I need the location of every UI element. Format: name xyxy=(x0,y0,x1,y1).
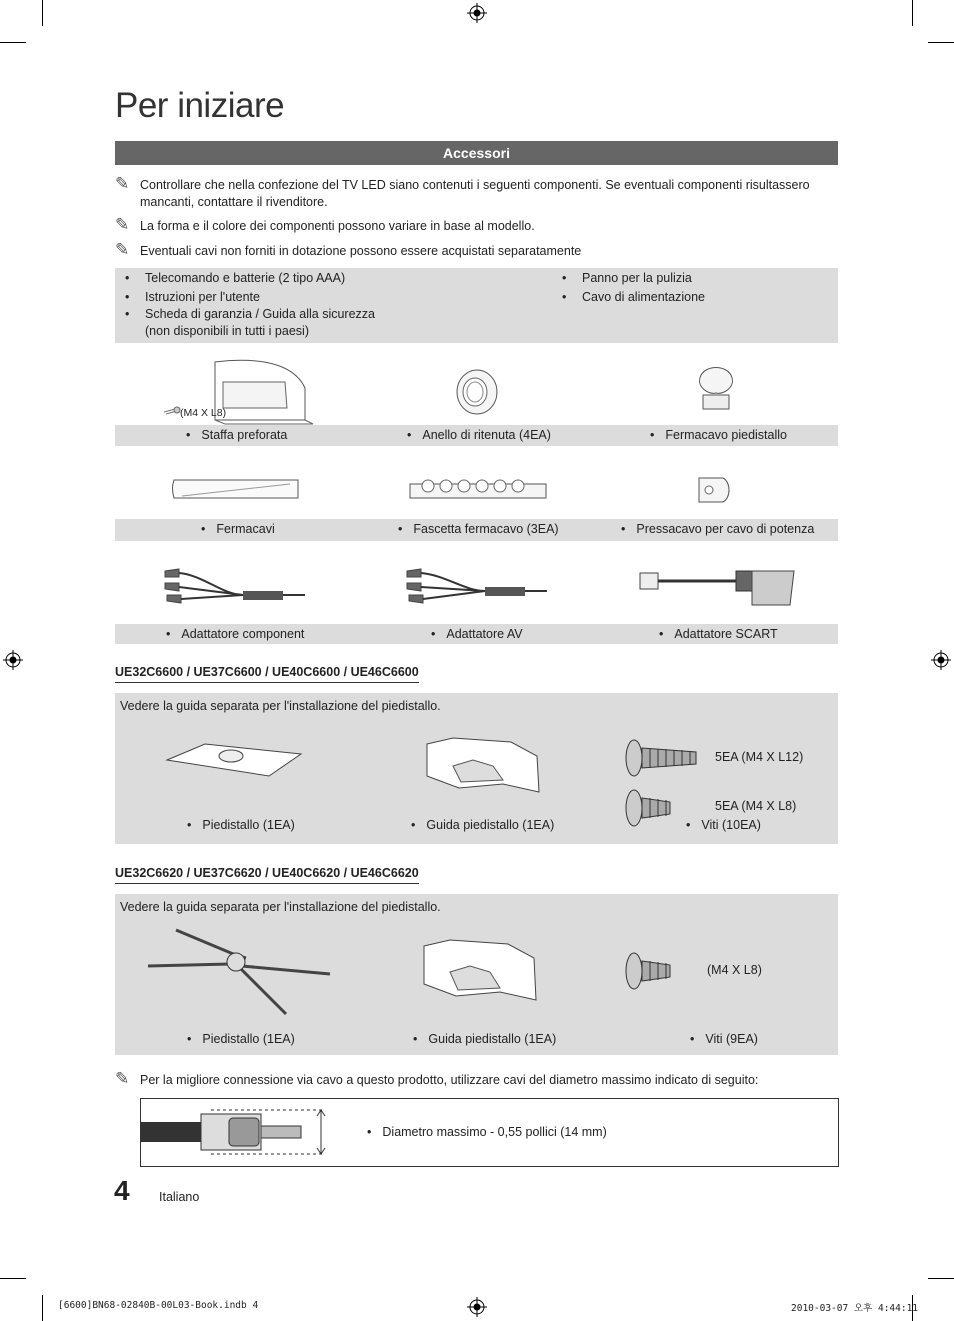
stand-star-image xyxy=(146,928,336,1018)
component-adapter-image xyxy=(163,565,308,607)
label-scart-adapter: • Adattatore SCART xyxy=(659,624,778,644)
crop-mark xyxy=(928,42,954,43)
guide-stand-image xyxy=(420,938,540,1004)
cable-diagram-image xyxy=(141,1104,341,1164)
pencil-icon: ✎ xyxy=(115,215,130,234)
contents-list-left xyxy=(125,269,385,340)
screw-image xyxy=(624,951,674,991)
crop-mark xyxy=(0,42,26,43)
crop-mark xyxy=(928,1278,954,1279)
registration-mark-icon xyxy=(931,650,951,670)
label-screws: • Viti (10EA) xyxy=(686,815,761,835)
screw-label: (M4 X L8) xyxy=(707,963,762,977)
label-component-adapter: • Adattatore component xyxy=(166,624,304,644)
list-item: • Istruzioni per l'utente xyxy=(125,288,385,307)
model-a-intro: Vedere la guida separata per l'installazione del piedistallo. xyxy=(120,699,441,713)
footer-file: [6600]BN68-02840B-00L03-Book.indb 4 xyxy=(58,1300,259,1311)
screw-l8-label: 5EA (M4 X L8) xyxy=(715,799,797,813)
screw-l12-label: 5EA (M4 X L12) xyxy=(715,750,804,764)
cable-spec: • Diametro massimo - 0,55 pollici (14 mm) xyxy=(367,1122,607,1142)
wire-holder-image xyxy=(406,472,551,508)
note-text: Controllare che nella confezione del TV LED siano contenuti i seguenti componenti. Se eventuali componenti risultassero mancanti, contattare il rivenditore. xyxy=(140,178,810,209)
crop-mark xyxy=(42,0,43,26)
label-av-adapter: • Adattatore AV xyxy=(431,624,523,644)
av-adapter-image xyxy=(405,565,550,607)
pencil-icon: ✎ xyxy=(115,174,130,193)
list-item: • Panno per la pulizia xyxy=(562,269,822,288)
note-3 xyxy=(115,240,835,260)
page-title: Per iniziare xyxy=(115,86,285,125)
screw-icon xyxy=(163,406,181,416)
label-guide-stand: • Guida piedistallo (1EA) xyxy=(411,815,554,835)
label-guide-stand: • Guida piedistallo (1EA) xyxy=(413,1029,556,1049)
stand-image xyxy=(165,740,305,780)
cable-tie-image xyxy=(172,476,302,506)
stand-cable-holder-image xyxy=(693,365,739,417)
note-1 xyxy=(115,174,835,211)
screw-l12-image xyxy=(624,738,699,778)
note-text: Per la migliore connessione via cavo a questo prodotto, utilizzare cavi del diametro massimo indicato di seguito: xyxy=(140,1073,759,1087)
label-stand: • Piedistallo (1EA) xyxy=(187,815,295,835)
pencil-icon: ✎ xyxy=(115,240,130,259)
label-holder-ring: • Anello di ritenuta (4EA) xyxy=(407,425,551,445)
holder-ring-image xyxy=(452,367,502,417)
model-a-heading: UE32C6600 / UE37C6600 / UE40C6600 / UE46C6600 xyxy=(115,665,419,683)
list-item: • Scheda di garanzia / Guida alla sicurezza (non disponibili in tutti i paesi) xyxy=(125,306,385,340)
footer-language: Italiano xyxy=(159,1190,200,1204)
registration-mark-icon xyxy=(3,650,23,670)
screw-l8-image xyxy=(624,788,674,828)
crop-mark xyxy=(912,0,913,26)
label-stand-cable-holder: • Fermacavo piedistallo xyxy=(650,425,787,445)
note-text: Eventuali cavi non forniti in dotazione possono essere acquistati separatamente xyxy=(140,244,582,258)
scart-adapter-image xyxy=(638,565,798,609)
list-item: • Cavo di alimentazione xyxy=(562,288,822,307)
footer-date: 2010-03-07 오후 4:44:11 xyxy=(791,1303,919,1314)
power-cord-clamp-image xyxy=(695,472,731,508)
guide-stand-image xyxy=(423,736,543,796)
model-b-intro: Vedere la guida separata per l'installazione del piedistallo. xyxy=(120,900,441,914)
pencil-icon: ✎ xyxy=(115,1069,130,1088)
label-wire-holder: • Fascetta fermacavo (3EA) xyxy=(398,519,559,539)
crop-mark xyxy=(42,1295,43,1321)
label-screws: • Viti (9EA) xyxy=(690,1029,758,1049)
registration-mark-icon xyxy=(467,3,487,23)
registration-mark-icon xyxy=(467,1297,487,1317)
model-b-heading: UE32C6620 / UE37C6620 / UE40C6620 / UE46C6620 xyxy=(115,866,419,884)
label-wall-bracket: • Staffa preforata xyxy=(186,425,287,445)
cable-note xyxy=(115,1069,845,1089)
note-text: La forma e il colore dei componenti possono variare in base al modello. xyxy=(140,219,535,233)
contents-list-right xyxy=(562,269,822,306)
page-number: 4 xyxy=(114,1175,130,1206)
label-stand: • Piedistallo (1EA) xyxy=(187,1029,295,1049)
note-2 xyxy=(115,215,835,235)
screw-note: (M4 X L8) xyxy=(180,407,227,419)
label-cable-tie: • Fermacavi xyxy=(201,519,275,539)
crop-mark xyxy=(0,1278,26,1279)
label-power-cord-clamp: • Pressacavo per cavo di potenza xyxy=(621,519,814,539)
section-title: Accessori xyxy=(115,141,838,165)
list-item: • Telecomando e batterie (2 tipo AAA) xyxy=(125,269,385,288)
